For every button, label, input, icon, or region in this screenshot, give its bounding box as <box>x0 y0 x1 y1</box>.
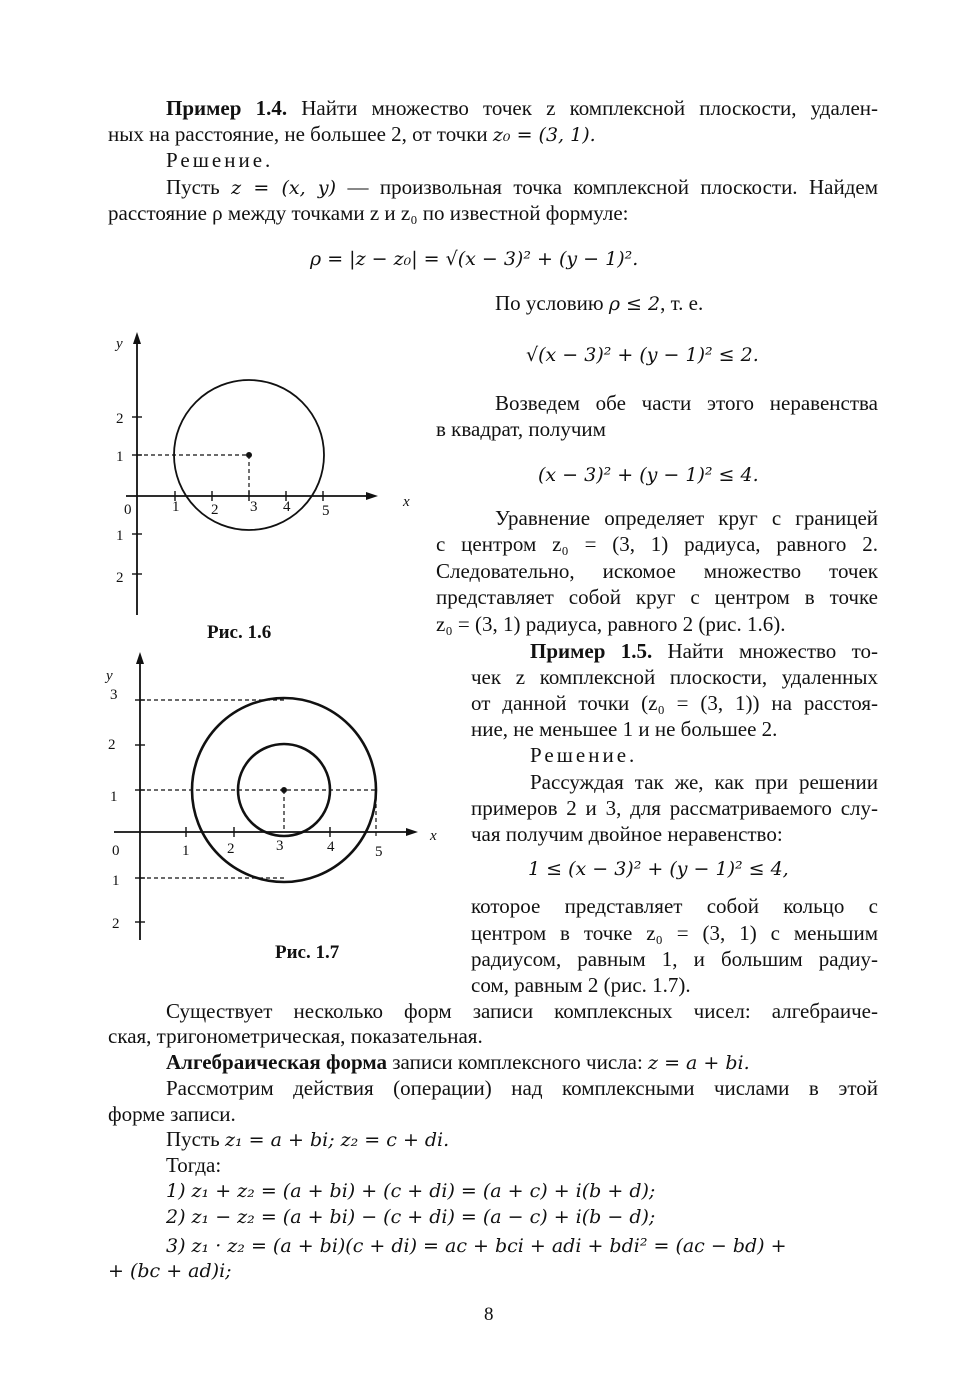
fig17-x-tick-1: 1 <box>182 843 190 859</box>
conclusion-line-4: представляет собой круг с центром в точке <box>436 585 878 609</box>
fig16-y-tick-2: 2 <box>116 411 124 427</box>
fig17-y-tick-neg2: 2 <box>112 916 120 932</box>
forms-line-1: Существует несколько форм записи комплексных чисел: алгебраиче- <box>166 999 878 1023</box>
conclusion-line-2: с центром z₀ = (3, 1) радиуса, равного 2. <box>436 532 878 556</box>
conclusion-line-1: Уравнение определяет круг с границей <box>495 506 878 530</box>
inequality-sqrt: √(x − 3)² + (y − 1)² ≤ 2. <box>526 344 759 366</box>
result-line-3: радиусом, равным 1, и большим радиу- <box>471 947 878 971</box>
fig16-y-label: y <box>116 336 123 352</box>
consider-line-1: Рассмотрим действия (операции) над комплексными числами в этой <box>166 1076 878 1100</box>
example-1-4-line-4: Пусть z = (x, y) — произвольная точка комплексной плоскости. Найдем <box>166 175 878 199</box>
fig17-y-tick-1: 1 <box>110 789 118 805</box>
fig17-y-tick-2: 2 <box>108 737 116 753</box>
example-1-4-heading: Пример 1.4. <box>166 96 288 120</box>
algebraic-form-line: Алгебраическая форма записи комплексного числа: z = a + bi. <box>166 1050 750 1074</box>
fig17-center-point <box>281 787 287 793</box>
reasoning-line-1: Рассуждая так же, как при решении <box>530 770 878 794</box>
page-number: 8 <box>484 1304 494 1325</box>
fig17-x-label: x <box>430 828 437 844</box>
fig16-y-tick-1: 1 <box>116 449 124 465</box>
fig16-center-point <box>246 452 252 458</box>
let-line: Пусть z₁ = a + bi; z₂ = c + di. <box>166 1127 450 1151</box>
fig17-x-tick-5: 5 <box>375 844 383 860</box>
fig17-x-tick-3: 3 <box>276 838 284 854</box>
consider-line-2: форме записи. <box>108 1102 236 1126</box>
figure-1-6 <box>100 330 420 640</box>
solution-label-2: Решение. <box>530 743 638 767</box>
figure-1-7 <box>100 650 440 950</box>
fig17-x-tick-4: 4 <box>327 839 335 855</box>
example-1-5-line-1: Пример 1.5. Найти множество то- <box>530 639 878 663</box>
example-1-4-line-2: ных на расстояние, не большее 2, от точки z₀ = (3, 1). <box>108 122 596 146</box>
fig16-y-tick-neg1: 1 <box>116 528 124 544</box>
forms-line-2: ская, тригонометрическая, показательная. <box>108 1024 483 1048</box>
example-1-5-line-4: ние, не меньшее 1 и не большее 2. <box>471 717 778 741</box>
fig17-x-tick-2: 2 <box>227 841 235 857</box>
fig16-y-tick-neg2: 2 <box>116 570 124 586</box>
operation-sum: 1) z₁ + z₂ = (a + bi) + (c + di) = (a + c) + i(b + d); <box>166 1180 656 1202</box>
conclusion-line-5: z₀ = (3, 1) радиуса, равного 2 (рис. 1.6). <box>436 612 786 636</box>
solution-label-1: Решение. <box>166 148 274 172</box>
then-line: Тогда: <box>166 1153 222 1177</box>
double-inequality: 1 ≤ (x − 3)² + (y − 1)² ≤ 4, <box>528 858 789 880</box>
fig16-x-tick-4: 4 <box>283 499 291 515</box>
fig16-x-label: x <box>403 494 410 510</box>
result-line-4: сом, равным 2 (рис. 1.7). <box>471 973 691 997</box>
fig16-x-tick-2: 2 <box>211 502 219 518</box>
fig17-y-arrow <box>136 652 144 664</box>
square-line-2: в квадрат, получим <box>436 417 606 441</box>
fig16-x-tick-0: 0 <box>124 502 132 518</box>
fig17-y-label: y <box>106 668 113 684</box>
fig17-x-arrow <box>406 828 418 836</box>
fig16-x-tick-5: 5 <box>322 503 330 519</box>
example-1-5-line-3: от данной точки (z₀ = (3, 1)) на расстоя- <box>471 691 878 715</box>
fig16-x-arrow <box>366 492 378 500</box>
fig17-y-tick-3: 3 <box>110 687 118 703</box>
example-1-4-line-1: Пример 1.4. Найти множество точек z комплексной плоскости, удален- <box>166 96 879 120</box>
conclusion-line-3: Следовательно, искомое множество точек <box>436 559 878 583</box>
fig16-x-tick-3: 3 <box>250 499 258 515</box>
reasoning-line-2: примеров 2 и 3, для рассматриваемого слу- <box>471 796 878 820</box>
figure-1-6-caption: Рис. 1.6 <box>207 622 272 643</box>
result-line-2: центром в точке z₀ = (3, 1) с меньшим <box>471 921 878 945</box>
operation-difference: 2) z₁ − z₂ = (a + bi) − (c + di) = (a − c) + i(b − d); <box>166 1206 656 1228</box>
operation-product-cont: + (bc + ad)i; <box>108 1260 232 1282</box>
fig17-y-tick-neg1: 1 <box>112 873 120 889</box>
condition-line: По условию ρ ≤ 2, т. е. <box>495 291 704 315</box>
operation-product: 3) z₁ · z₂ = (a + bi)(c + di) = ac + bci + adi + bdi² = (ac − bd) + <box>166 1235 787 1257</box>
example-1-4-line-5: расстояние ρ между точками z и z₀ по известной формуле: <box>108 201 629 225</box>
fig16-x-tick-1: 1 <box>172 499 180 515</box>
result-line-1: которое представляет собой кольцо с <box>471 894 878 918</box>
reasoning-line-3: чая получим двойное неравенство: <box>471 822 783 846</box>
inequality-squared: (x − 3)² + (y − 1)² ≤ 4. <box>538 464 759 486</box>
example-1-5-heading: Пример 1.5. <box>530 639 653 663</box>
example-1-5-line-2: чек z комплексной плоскости, удаленных <box>471 665 878 689</box>
figure-1-7-caption: Рис. 1.7 <box>275 942 340 963</box>
fig16-y-arrow <box>133 332 141 344</box>
algebraic-form-heading: Алгебраическая форма <box>166 1050 387 1074</box>
formula-rho: ρ = |z − z₀| = √(x − 3)² + (y − 1)². <box>310 248 639 270</box>
fig17-x-tick-0: 0 <box>112 843 120 859</box>
square-line-1: Возведем обе части этого неравенства <box>495 391 878 415</box>
